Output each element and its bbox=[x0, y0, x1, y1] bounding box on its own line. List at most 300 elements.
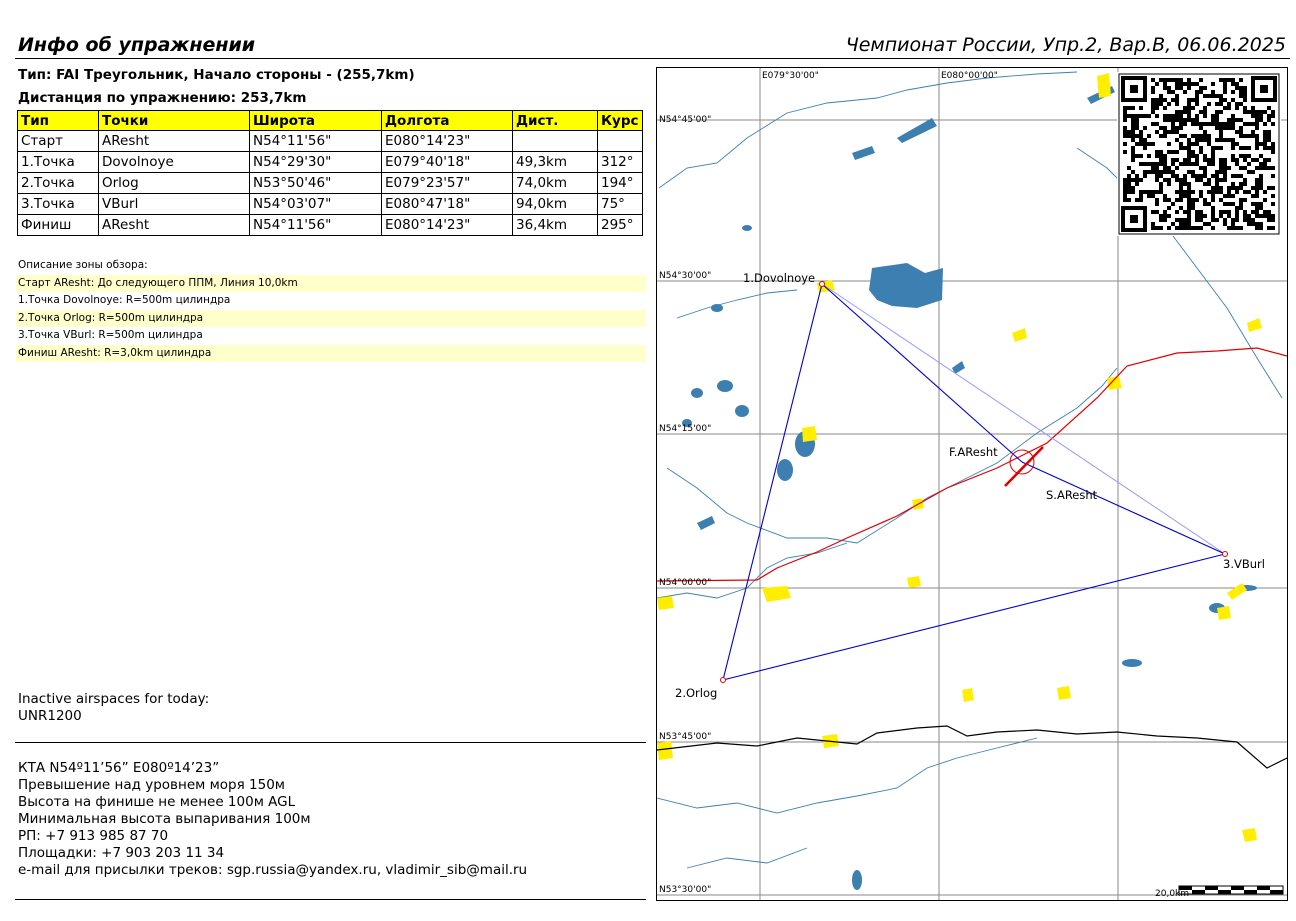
qr-module bbox=[1123, 134, 1127, 138]
qr-module bbox=[1199, 190, 1203, 194]
scale-segment bbox=[1218, 890, 1231, 894]
qr-module bbox=[1251, 110, 1255, 114]
qr-module bbox=[1131, 158, 1135, 162]
qr-module bbox=[1243, 154, 1247, 158]
qr-module bbox=[1171, 126, 1175, 130]
qr-module bbox=[1159, 126, 1163, 130]
scale-segment bbox=[1231, 886, 1244, 890]
qr-module bbox=[1139, 134, 1143, 138]
cell: AResht bbox=[99, 131, 250, 152]
qr-module bbox=[1267, 130, 1271, 134]
qr-module bbox=[1235, 82, 1239, 86]
qr-module bbox=[1255, 194, 1259, 198]
qr-module bbox=[1159, 182, 1163, 186]
qr-module bbox=[1223, 82, 1227, 86]
qr-module bbox=[1255, 114, 1259, 118]
col-type-header: Тип bbox=[18, 111, 99, 131]
qr-module bbox=[1263, 210, 1267, 214]
turnpoint-table bbox=[17, 110, 643, 236]
qr-module bbox=[1231, 146, 1235, 150]
qr-module bbox=[1171, 162, 1175, 166]
qr-module bbox=[1267, 158, 1271, 162]
qr-module bbox=[1239, 206, 1243, 210]
qr-module bbox=[1243, 210, 1247, 214]
qr-module bbox=[1167, 114, 1171, 118]
qr-module bbox=[1211, 174, 1215, 178]
qr-module bbox=[1163, 134, 1167, 138]
qr-module bbox=[1203, 222, 1207, 226]
qr-module bbox=[1211, 214, 1215, 218]
qr-module bbox=[1267, 186, 1271, 190]
qr-module bbox=[1199, 178, 1203, 182]
qr-module bbox=[1139, 198, 1143, 202]
qr-module bbox=[1215, 110, 1219, 114]
qr-module bbox=[1267, 226, 1271, 230]
qr-module bbox=[1219, 138, 1223, 142]
qr-module bbox=[1127, 178, 1131, 182]
waypoint-label-start: S.AResht bbox=[1046, 488, 1098, 502]
qr-module bbox=[1199, 138, 1203, 142]
qr-module bbox=[1223, 218, 1227, 222]
qr-module bbox=[1239, 102, 1243, 106]
qr-module bbox=[1211, 186, 1215, 190]
qr-module bbox=[1191, 150, 1195, 154]
cell: 3.Точка bbox=[18, 194, 99, 215]
col-lon-header: Долгота bbox=[382, 111, 513, 131]
qr-module bbox=[1219, 130, 1223, 134]
qr-module bbox=[1179, 198, 1183, 202]
qr-module bbox=[1163, 86, 1167, 90]
qr-module bbox=[1187, 146, 1191, 150]
qr-module bbox=[1179, 110, 1183, 114]
info-line: Площадки: +7 903 203 11 34 bbox=[18, 845, 225, 861]
qr-module bbox=[1203, 170, 1207, 174]
qr-module bbox=[1127, 190, 1131, 194]
qr-module bbox=[1211, 226, 1215, 230]
qr-module bbox=[1255, 178, 1259, 182]
qr-module bbox=[1239, 202, 1243, 206]
qr-module bbox=[1171, 150, 1175, 154]
qr-module bbox=[1199, 126, 1203, 130]
qr-module bbox=[1215, 94, 1219, 98]
qr-module bbox=[1131, 186, 1135, 190]
qr-module bbox=[1191, 198, 1195, 202]
qr-module bbox=[1227, 194, 1231, 198]
qr-module bbox=[1263, 142, 1267, 146]
qr-module bbox=[1155, 150, 1159, 154]
qr-module bbox=[1131, 106, 1135, 110]
qr-module bbox=[1151, 226, 1155, 230]
qr-module bbox=[1203, 130, 1207, 134]
qr-module bbox=[1139, 138, 1143, 142]
qr-module bbox=[1211, 146, 1215, 150]
qr-module bbox=[1195, 142, 1199, 146]
qr-module bbox=[1187, 222, 1191, 226]
map-svg bbox=[657, 68, 1287, 900]
qr-module bbox=[1235, 190, 1239, 194]
qr-module bbox=[1187, 206, 1191, 210]
qr-module bbox=[1219, 186, 1223, 190]
zone-item: Финиш AResht: R=3,0km цилиндра bbox=[16, 345, 646, 363]
qr-module bbox=[1167, 170, 1171, 174]
task-map bbox=[656, 67, 1288, 901]
scale-segment bbox=[1205, 886, 1218, 890]
qr-module bbox=[1187, 186, 1191, 190]
qr-module bbox=[1123, 110, 1127, 114]
qr-module bbox=[1163, 118, 1167, 122]
qr-module bbox=[1187, 102, 1191, 106]
qr-module bbox=[1207, 122, 1211, 126]
qr-module bbox=[1139, 162, 1143, 166]
qr-module bbox=[1247, 214, 1251, 218]
qr-module bbox=[1195, 174, 1199, 178]
qr-module bbox=[1199, 78, 1203, 82]
header-divider bbox=[15, 58, 1290, 59]
qr-module bbox=[1175, 218, 1179, 222]
qr-module bbox=[1159, 174, 1163, 178]
qr-module bbox=[1195, 102, 1199, 106]
qr-module bbox=[1227, 78, 1231, 82]
qr-module bbox=[1255, 214, 1259, 218]
qr-module bbox=[1255, 118, 1259, 122]
qr-module bbox=[1215, 170, 1219, 174]
qr-module bbox=[1227, 118, 1231, 122]
qr-module bbox=[1235, 226, 1239, 230]
cell: N54°29'30" bbox=[250, 152, 382, 173]
qr-module bbox=[1191, 122, 1195, 126]
qr-module bbox=[1143, 138, 1147, 142]
qr-module bbox=[1159, 190, 1163, 194]
table-header-row bbox=[18, 111, 643, 131]
qr-module bbox=[1223, 166, 1227, 170]
qr-module bbox=[1219, 126, 1223, 130]
zone-item: 2.Точка Orlog: R=500m цилиндра bbox=[16, 310, 646, 328]
qr-module bbox=[1235, 102, 1239, 106]
qr-module bbox=[1143, 162, 1147, 166]
qr-module bbox=[1259, 226, 1263, 230]
qr-module bbox=[1267, 210, 1271, 214]
qr-module bbox=[1215, 126, 1219, 130]
qr-module bbox=[1175, 78, 1179, 82]
qr-module bbox=[1247, 222, 1251, 226]
qr-module bbox=[1231, 222, 1235, 226]
qr-module bbox=[1183, 158, 1187, 162]
qr-module bbox=[1171, 118, 1175, 122]
qr-module bbox=[1123, 142, 1127, 146]
qr-module bbox=[1183, 210, 1187, 214]
qr-module bbox=[1255, 158, 1259, 162]
qr-module bbox=[1231, 218, 1235, 222]
qr-module bbox=[1155, 114, 1159, 118]
qr-module bbox=[1251, 114, 1255, 118]
qr-module bbox=[1251, 210, 1255, 214]
qr-module bbox=[1211, 198, 1215, 202]
qr-module bbox=[1179, 186, 1183, 190]
qr-module bbox=[1163, 158, 1167, 162]
qr-module bbox=[1123, 130, 1127, 134]
qr-module bbox=[1155, 170, 1159, 174]
qr-module bbox=[1179, 134, 1183, 138]
qr-module bbox=[1235, 86, 1239, 90]
qr-module bbox=[1187, 82, 1191, 86]
qr-module bbox=[1259, 182, 1263, 186]
qr-module bbox=[1199, 226, 1203, 230]
qr-module bbox=[1191, 82, 1195, 86]
col-lat-header: Широта bbox=[250, 111, 382, 131]
qr-module bbox=[1127, 166, 1131, 170]
qr-module bbox=[1199, 86, 1203, 90]
qr-module bbox=[1263, 166, 1267, 170]
qr-module bbox=[1155, 154, 1159, 158]
qr-module bbox=[1159, 214, 1163, 218]
qr-module bbox=[1215, 114, 1219, 118]
qr-module bbox=[1239, 186, 1243, 190]
qr-module bbox=[1231, 182, 1235, 186]
qr-module bbox=[1199, 134, 1203, 138]
qr-module bbox=[1139, 154, 1143, 158]
qr-module bbox=[1127, 174, 1131, 178]
qr-module bbox=[1183, 106, 1187, 110]
qr-module bbox=[1215, 182, 1219, 186]
info-line: Высота на финише не менее 100м AGL bbox=[18, 794, 296, 810]
qr-module bbox=[1151, 86, 1155, 90]
qr-module bbox=[1187, 182, 1191, 186]
qr-module bbox=[1155, 130, 1159, 134]
qr-module bbox=[1147, 134, 1151, 138]
qr-module bbox=[1179, 142, 1183, 146]
qr-module bbox=[1179, 118, 1183, 122]
qr-module bbox=[1135, 122, 1139, 126]
qr-module bbox=[1151, 90, 1155, 94]
qr-module bbox=[1227, 202, 1231, 206]
qr-module bbox=[1223, 98, 1227, 102]
cell: 49,3km bbox=[513, 152, 598, 173]
qr-module bbox=[1139, 114, 1143, 118]
border-line bbox=[657, 348, 1287, 581]
cell: Старт bbox=[18, 131, 99, 152]
qr-module bbox=[1163, 218, 1167, 222]
qr-module bbox=[1227, 138, 1231, 142]
qr-module bbox=[1127, 130, 1131, 134]
qr-module bbox=[1123, 126, 1127, 130]
cell: Финиш bbox=[18, 215, 99, 236]
qr-module bbox=[1187, 142, 1191, 146]
qr-module bbox=[1123, 178, 1127, 182]
qr-module bbox=[1151, 222, 1155, 226]
info-line: КТА N54º11’56” E080º14’23” bbox=[18, 760, 220, 776]
competition-name: Чемпионат России, Упр.2, Вар.В, 06.06.2025 bbox=[845, 34, 1286, 56]
qr-module bbox=[1203, 158, 1207, 162]
task-type: Тип: FAI Треугольник, Начало стороны - (255,7km) bbox=[18, 67, 415, 83]
qr-module bbox=[1243, 98, 1247, 102]
qr-module bbox=[1167, 130, 1171, 134]
qr-module bbox=[1163, 162, 1167, 166]
lat-label: N54°30'00" bbox=[659, 271, 712, 281]
qr-module bbox=[1259, 114, 1263, 118]
qr-module bbox=[1235, 106, 1239, 110]
qr-module bbox=[1179, 218, 1183, 222]
qr-module bbox=[1155, 202, 1159, 206]
qr-module bbox=[1159, 186, 1163, 190]
qr-module bbox=[1127, 186, 1131, 190]
qr-module bbox=[1175, 190, 1179, 194]
qr-module bbox=[1203, 110, 1207, 114]
qr-module bbox=[1215, 118, 1219, 122]
qr-module bbox=[1135, 142, 1139, 146]
lon-label: E080°00'00" bbox=[941, 71, 998, 81]
scale-segment bbox=[1270, 890, 1283, 894]
qr-module bbox=[1259, 142, 1263, 146]
qr-module bbox=[1211, 158, 1215, 162]
qr-module bbox=[1183, 82, 1187, 86]
optimal-route bbox=[822, 284, 1225, 554]
qr-module bbox=[1151, 102, 1155, 106]
qr-module bbox=[1183, 118, 1187, 122]
qr-module bbox=[1171, 174, 1175, 178]
qr-module bbox=[1195, 118, 1199, 122]
qr-module bbox=[1155, 166, 1159, 170]
qr-module bbox=[1143, 114, 1147, 118]
qr-module bbox=[1147, 162, 1151, 166]
cell: N53°50'46" bbox=[250, 173, 382, 194]
qr-module bbox=[1147, 142, 1151, 146]
qr-module bbox=[1151, 78, 1155, 82]
qr-module bbox=[1255, 138, 1259, 142]
lat-label: N54°00'00" bbox=[659, 578, 712, 588]
qr-module bbox=[1155, 226, 1159, 230]
qr-module bbox=[1179, 114, 1183, 118]
qr-module bbox=[1143, 174, 1147, 178]
qr-module bbox=[1271, 122, 1275, 126]
qr-module bbox=[1263, 198, 1267, 202]
qr-module bbox=[1143, 126, 1147, 130]
col-dist-header: Дист. bbox=[513, 111, 598, 131]
qr-module bbox=[1123, 194, 1127, 198]
qr-module bbox=[1179, 222, 1183, 226]
qr-module bbox=[1135, 178, 1139, 182]
qr-module bbox=[1199, 110, 1203, 114]
qr-module bbox=[1199, 214, 1203, 218]
qr-module bbox=[1131, 134, 1135, 138]
cell: 74,0km bbox=[513, 173, 598, 194]
qr-module bbox=[1195, 98, 1199, 102]
qr-module bbox=[1183, 182, 1187, 186]
cell: 312° bbox=[598, 152, 643, 173]
qr-module bbox=[1243, 90, 1247, 94]
qr-module bbox=[1239, 126, 1243, 130]
qr-module bbox=[1231, 98, 1235, 102]
qr-module bbox=[1179, 78, 1183, 82]
qr-module bbox=[1175, 86, 1179, 90]
qr-module bbox=[1235, 118, 1239, 122]
qr-module bbox=[1183, 90, 1187, 94]
task-route bbox=[723, 284, 1225, 680]
qr-module bbox=[1131, 114, 1135, 118]
waypoint-labels bbox=[675, 271, 1265, 700]
qr-module bbox=[1247, 162, 1251, 166]
qr-module bbox=[1239, 134, 1243, 138]
qr-module bbox=[1155, 210, 1159, 214]
qr-module bbox=[1167, 86, 1171, 90]
zone-item: 1.Точка Dovolnoye: R=500m цилиндра bbox=[18, 294, 231, 306]
qr-module bbox=[1219, 134, 1223, 138]
qr-module bbox=[1207, 142, 1211, 146]
qr-module bbox=[1243, 110, 1247, 114]
qr-module bbox=[1211, 114, 1215, 118]
qr-module bbox=[1175, 82, 1179, 86]
qr-module bbox=[1223, 222, 1227, 226]
qr-module bbox=[1271, 174, 1275, 178]
qr-module bbox=[1243, 198, 1247, 202]
qr-module bbox=[1235, 206, 1239, 210]
qr-module bbox=[1207, 182, 1211, 186]
qr-module bbox=[1207, 162, 1211, 166]
cell: 295° bbox=[598, 215, 643, 236]
qr-module bbox=[1227, 122, 1231, 126]
qr-module bbox=[1163, 82, 1167, 86]
qr-module bbox=[1203, 154, 1207, 158]
qr-module bbox=[1231, 118, 1235, 122]
qr-module bbox=[1231, 114, 1235, 118]
qr-module bbox=[1219, 166, 1223, 170]
qr-module bbox=[1247, 218, 1251, 222]
qr-module bbox=[1167, 78, 1171, 82]
qr-module bbox=[1243, 146, 1247, 150]
qr-module bbox=[1255, 182, 1259, 186]
qr-module bbox=[1171, 90, 1175, 94]
qr-module bbox=[1179, 194, 1183, 198]
qr-module bbox=[1207, 190, 1211, 194]
qr-module bbox=[1179, 190, 1183, 194]
qr-module bbox=[1271, 150, 1275, 154]
qr-module bbox=[1239, 78, 1243, 82]
qr-module bbox=[1271, 146, 1275, 150]
table-row bbox=[18, 215, 643, 236]
qr-module bbox=[1247, 110, 1251, 114]
qr-module bbox=[1139, 142, 1143, 146]
qr-module bbox=[1183, 178, 1187, 182]
qr-module bbox=[1167, 214, 1171, 218]
scale-bar bbox=[1179, 886, 1283, 894]
qr-module bbox=[1203, 94, 1207, 98]
qr-module bbox=[1219, 122, 1223, 126]
qr-module bbox=[1159, 154, 1163, 158]
qr-module bbox=[1131, 146, 1135, 150]
qr-module bbox=[1155, 82, 1159, 86]
qr-module bbox=[1123, 186, 1127, 190]
qr-module bbox=[1195, 162, 1199, 166]
qr-module bbox=[1159, 226, 1163, 230]
qr-module bbox=[1243, 158, 1247, 162]
qr-module bbox=[1191, 106, 1195, 110]
qr-module bbox=[1175, 102, 1179, 106]
qr-module bbox=[1171, 158, 1175, 162]
qr-module bbox=[1199, 210, 1203, 214]
qr-module bbox=[1151, 210, 1155, 214]
qr-module bbox=[1175, 210, 1179, 214]
qr-module bbox=[1191, 206, 1195, 210]
inactive-title: Inactive airspaces for today: bbox=[18, 691, 210, 707]
qr-module bbox=[1207, 134, 1211, 138]
qr-module bbox=[1139, 190, 1143, 194]
qr-module bbox=[1263, 138, 1267, 142]
qr-module bbox=[1259, 206, 1263, 210]
qr-module bbox=[1171, 114, 1175, 118]
qr-module bbox=[1203, 202, 1207, 206]
qr-module bbox=[1219, 198, 1223, 202]
qr-module bbox=[1215, 178, 1219, 182]
qr-module bbox=[1147, 170, 1151, 174]
